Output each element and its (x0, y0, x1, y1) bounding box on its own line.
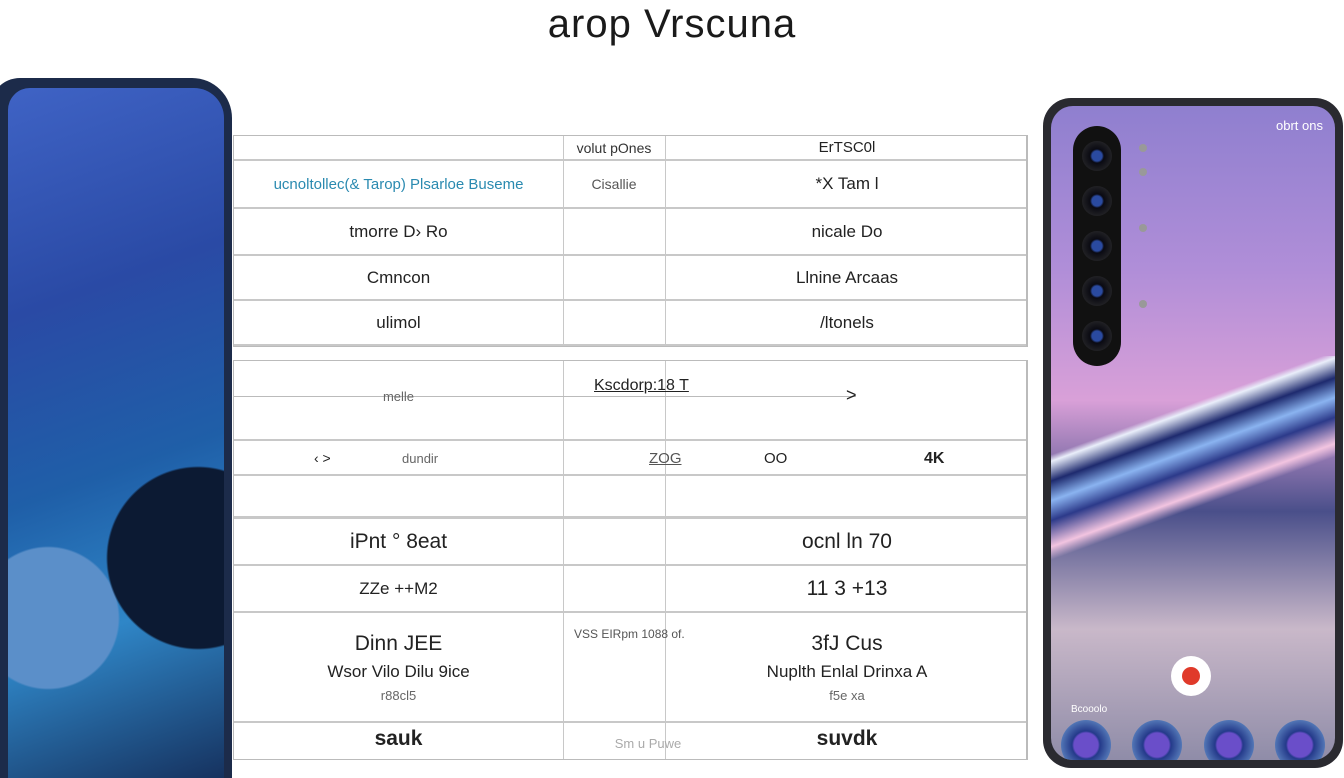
cell: *X Tam l (815, 174, 879, 193)
cell: iPnt ° 8eat (349, 529, 448, 553)
cell: melle (382, 388, 415, 404)
table-row (234, 256, 1026, 301)
camera-module (1073, 126, 1121, 366)
cell (563, 519, 665, 564)
header-cell: volut pOnes (576, 139, 652, 156)
table-row (234, 209, 1026, 256)
left-phone-screen (8, 88, 224, 778)
camera-lens-icon (1082, 231, 1112, 261)
sensor-icon (1139, 168, 1147, 176)
cell: f5e xa (829, 687, 865, 703)
table-row-spacer (234, 476, 1026, 519)
cell (563, 566, 665, 611)
table-row (234, 161, 1026, 209)
app-icon[interactable] (1132, 720, 1182, 760)
cell: Dinn JEE (354, 631, 443, 655)
right-phone-screen (1051, 106, 1335, 760)
cell: Wsor Vilo Dilu 9ice (327, 661, 470, 681)
cell: Kscdorp:18 T (594, 377, 689, 394)
cell: ZZe ++M2 (359, 578, 438, 598)
app-icon[interactable] (1061, 720, 1111, 760)
cell: VSS EIRpm 1088 of. (574, 627, 685, 641)
table-row (234, 441, 1026, 476)
cell: Nuplth Enlal Drinxa A (766, 661, 928, 681)
cell: /ltonels (820, 312, 874, 332)
table-row (234, 361, 1026, 441)
camera-lens-icon (1082, 321, 1112, 351)
header-cell: ErTSC0l (818, 139, 876, 156)
arrow-icon[interactable]: ‹ > (314, 450, 331, 466)
row-label-link[interactable]: ucnoltollec(& Tarop) Plsarloe Buseme (273, 175, 524, 193)
cell: ocnl ln 70 (802, 529, 892, 553)
cell: Llnine Arcaas (795, 267, 899, 287)
table-row (234, 566, 1026, 613)
app-icon[interactable] (1275, 720, 1325, 760)
table-row (234, 723, 1026, 763)
cell: Cmncon (366, 267, 431, 287)
cell: sauk (374, 727, 423, 750)
chevron-right-icon[interactable]: > (846, 385, 857, 405)
app-label: Bcooolo (1071, 704, 1108, 715)
cell: ulimol (376, 312, 421, 332)
cell: 4K (924, 450, 945, 467)
cell: Sm u Puwe (614, 736, 682, 751)
cell (563, 209, 665, 254)
header-cell (234, 136, 563, 159)
page-title: arop Vrscuna (547, 2, 797, 46)
left-phone-image (0, 78, 232, 778)
app-icon[interactable] (1204, 720, 1254, 760)
camera-lens-icon (1082, 141, 1112, 171)
status-text: obrt ons (1276, 118, 1323, 133)
cell: 3fJ Cus (811, 631, 883, 655)
red-dot-icon (1182, 667, 1200, 685)
cell: tmorre D› Ro (349, 221, 448, 241)
cell: nicale Do (811, 221, 883, 241)
sensor-icon (1139, 300, 1147, 308)
cell: 11 3 +13 (806, 576, 888, 600)
camera-lens-icon (1082, 186, 1112, 216)
wallpaper-waves (1051, 356, 1335, 576)
spec-table-bottom (233, 360, 1028, 760)
cell: dundir (402, 451, 439, 466)
cell (563, 256, 665, 299)
app-icon[interactable] (1171, 656, 1211, 696)
spec-table-top (233, 135, 1028, 347)
camera-lens-icon (1082, 276, 1112, 306)
cell (563, 301, 665, 344)
flash-icon (1139, 144, 1147, 152)
right-phone-image (1043, 98, 1343, 768)
cell: suvdk (816, 727, 878, 750)
cell: Cisallie (591, 176, 637, 192)
cell: r88cl5 (380, 687, 417, 703)
cell: OO (764, 450, 788, 467)
sensor-icon (1139, 224, 1147, 232)
cell: ZOG (649, 450, 682, 467)
table-header (234, 136, 1026, 161)
table-row (234, 301, 1026, 346)
table-row (234, 519, 1026, 566)
table-row (234, 613, 1026, 723)
